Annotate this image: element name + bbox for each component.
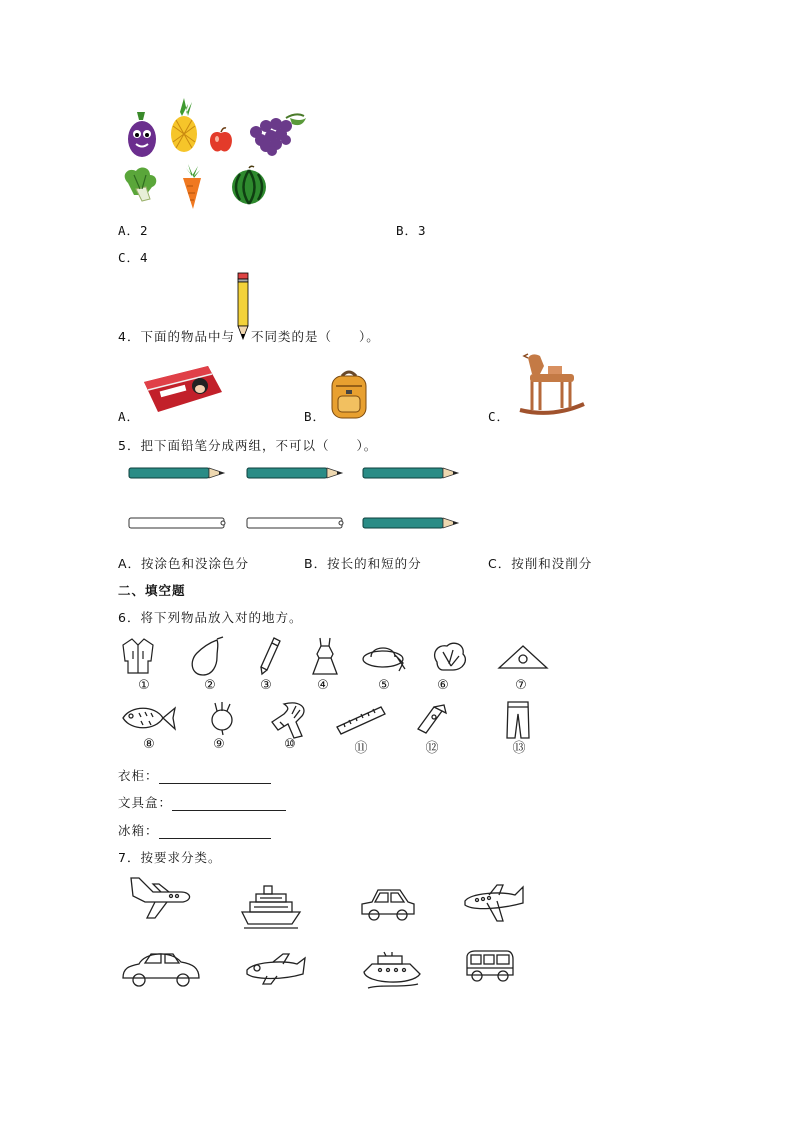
uncolored-pencil-icon xyxy=(128,516,228,530)
jacket-icon xyxy=(121,637,155,675)
pants-icon xyxy=(505,700,531,740)
item-number: ① xyxy=(138,678,150,693)
pencil-case-icon xyxy=(140,362,226,414)
item-number: ④ xyxy=(317,678,329,693)
uncolored-pencil-icon xyxy=(246,516,346,530)
pencilbox-answer-blank[interactable] xyxy=(172,798,286,811)
q4-stem-end: 不同类的是（ ）。 xyxy=(251,329,380,344)
pear-icon xyxy=(187,637,225,677)
item-number: ③ xyxy=(260,678,272,693)
q5-option-b[interactable]: B．按长的和短的分 xyxy=(304,556,422,571)
car-icon xyxy=(358,884,418,924)
pencilbox-row xyxy=(118,793,286,811)
item-number: ⑦ xyxy=(515,678,527,693)
item-number: ⑥ xyxy=(437,678,449,693)
dress-icon xyxy=(311,636,339,676)
small-plane-icon xyxy=(243,952,307,986)
apple-icon xyxy=(208,126,234,154)
item-number: ⑬ xyxy=(512,741,526,756)
van-icon xyxy=(463,949,515,985)
hat-icon xyxy=(361,641,407,673)
watermelon-icon xyxy=(230,166,268,206)
colored-pencil-long-icon xyxy=(128,465,226,481)
pencil-icon xyxy=(236,273,250,341)
backpack-icon xyxy=(326,370,372,420)
item-number: ⑤ xyxy=(378,678,390,693)
fish-icon xyxy=(121,703,177,733)
q3-option-c[interactable]: C．4 xyxy=(118,250,149,265)
airplane-icon xyxy=(461,881,525,925)
ship-icon xyxy=(240,882,302,930)
q3-option-a[interactable]: A．2 xyxy=(118,223,149,238)
eggplant-icon xyxy=(125,108,159,158)
fridge-label: 冰箱： xyxy=(118,823,159,838)
pencil-sharpener-knife-icon xyxy=(414,703,448,735)
item-number: ⑪ xyxy=(354,741,368,756)
item-number: ⑫ xyxy=(425,741,439,756)
q7-stem: 7．按要求分类。 xyxy=(118,850,222,865)
q5-stem: 5．把下面铅笔分成两组，不可以（ ）。 xyxy=(118,438,378,453)
cruise-ship-icon xyxy=(362,950,422,990)
item-number: ⑧ xyxy=(143,737,155,752)
item-number: ⑨ xyxy=(213,737,225,752)
item-number: ⑩ xyxy=(284,737,296,752)
colored-pencil-short-icon xyxy=(362,515,460,531)
pencilbox-label: 文具盒： xyxy=(118,795,173,810)
q3-option-b[interactable]: B．3 xyxy=(396,223,427,238)
wardrobe-answer-blank[interactable] xyxy=(159,771,271,784)
cabbage-outline-icon xyxy=(431,640,469,674)
section-title: 二、填空题 xyxy=(118,583,186,598)
colored-pencil-long-icon xyxy=(362,465,460,481)
q4-stem-start: 4．下面的物品中与 xyxy=(118,329,235,344)
q6-stem: 6．将下列物品放入对的地方。 xyxy=(118,610,303,625)
cabbage-icon xyxy=(120,165,160,203)
rocking-horse-icon xyxy=(518,352,586,416)
q4-option-a[interactable]: A． xyxy=(118,409,141,424)
q5-option-a[interactable]: A．按涂色和没涂色分 xyxy=(118,556,250,571)
radish-icon xyxy=(207,701,237,735)
q5-option-c[interactable]: C．按削和没削分 xyxy=(488,556,593,571)
pencil-icon xyxy=(258,636,282,676)
airplane-icon xyxy=(127,874,195,920)
pineapple-icon xyxy=(168,98,200,153)
carrot-icon xyxy=(178,162,206,210)
grapes-icon xyxy=(246,112,308,156)
fridge-row xyxy=(118,821,271,839)
q4-option-b[interactable]: B． xyxy=(304,409,327,424)
wardrobe-row xyxy=(118,766,271,784)
scarf-icon xyxy=(270,700,312,740)
fridge-answer-blank[interactable] xyxy=(159,826,271,839)
colored-pencil-long-icon xyxy=(246,465,344,481)
q4-option-c[interactable]: C． xyxy=(488,409,511,424)
item-number: ② xyxy=(204,678,216,693)
car-icon xyxy=(121,948,201,990)
wardrobe-label: 衣柜： xyxy=(118,768,159,783)
triangle-ruler-icon xyxy=(497,644,549,670)
ruler-icon xyxy=(335,705,387,735)
